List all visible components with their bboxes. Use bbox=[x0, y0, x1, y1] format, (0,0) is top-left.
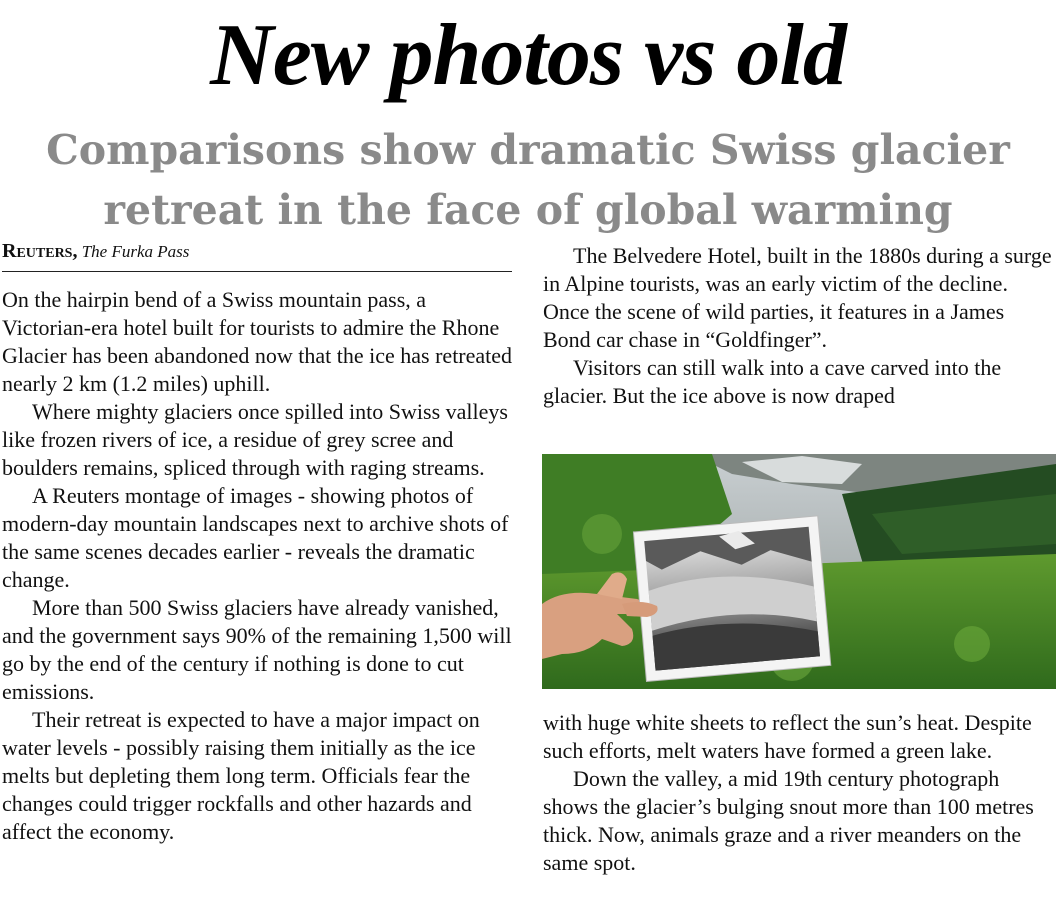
photo-illustration bbox=[542, 454, 1056, 689]
archive-photo bbox=[633, 516, 830, 682]
paragraph: Down the valley, a mid 19th century photograph shows the glacier’s bulging snout more than 100 metres thick. Now, animals graze and a river meanders on the same spot. bbox=[543, 766, 1034, 875]
article-column-left bbox=[2, 286, 514, 846]
paragraph: Visitors can still walk into a cave carved into the glacier. But the ice above is now draped bbox=[543, 355, 1002, 408]
byline-agency: Reuters, bbox=[2, 240, 78, 262]
article-column-right-top bbox=[543, 242, 1056, 410]
byline-location: The Furka Pass bbox=[81, 242, 190, 261]
paragraph: A Reuters montage of images - showing photos of modern-day mountain landscapes next to archive shots of the same scenes decades earlier - reveals the dramatic change. bbox=[2, 483, 509, 592]
subheadline bbox=[0, 120, 1056, 240]
paragraph: Where mighty glaciers once spilled into Swiss valleys like frozen rivers of ice, a residue of grey scree and boulders remains, spliced through with raging streams. bbox=[2, 399, 508, 480]
article-column-right-bottom bbox=[543, 709, 1056, 877]
headline: New photos vs old bbox=[210, 7, 846, 104]
paragraph: Their retreat is expected to have a major impact on water levels - possibly raising them initially as the ice melts but depleting them long term. Officials fear the changes could trigger rockfalls and other hazards and affect the economy. bbox=[2, 707, 480, 844]
paragraph: with huge white sheets to reflect the sun’s heat. Despite such efforts, melt waters have formed a green lake. bbox=[543, 710, 1032, 763]
paragraph: More than 500 Swiss glaciers have already vanished, and the government says 90% of the remaining 1,500 will go by the end of the century if nothing is done to cut emissions. bbox=[2, 595, 512, 704]
paragraph: On the hairpin bend of a Swiss mountain pass, a Victorian-era hotel built for tourists to admire the Rhone Glacier has been abandoned now that the ice has retreated nearly 2 km (1.2 miles) uphill. bbox=[2, 287, 513, 396]
paragraph: The Belvedere Hotel, built in the 1880s during a surge in Alpine tourists, was an early victim of the decline. Once the scene of wild parties, it features in a James Bond car chase in “Goldfinger”. bbox=[543, 243, 1052, 352]
subheadline-line-2: retreat in the face of global warming bbox=[103, 186, 953, 234]
subheadline-line-1: Comparisons show dramatic Swiss glacier bbox=[46, 126, 1010, 174]
byline bbox=[2, 238, 512, 272]
glacier-comparison-photo bbox=[542, 454, 1056, 689]
